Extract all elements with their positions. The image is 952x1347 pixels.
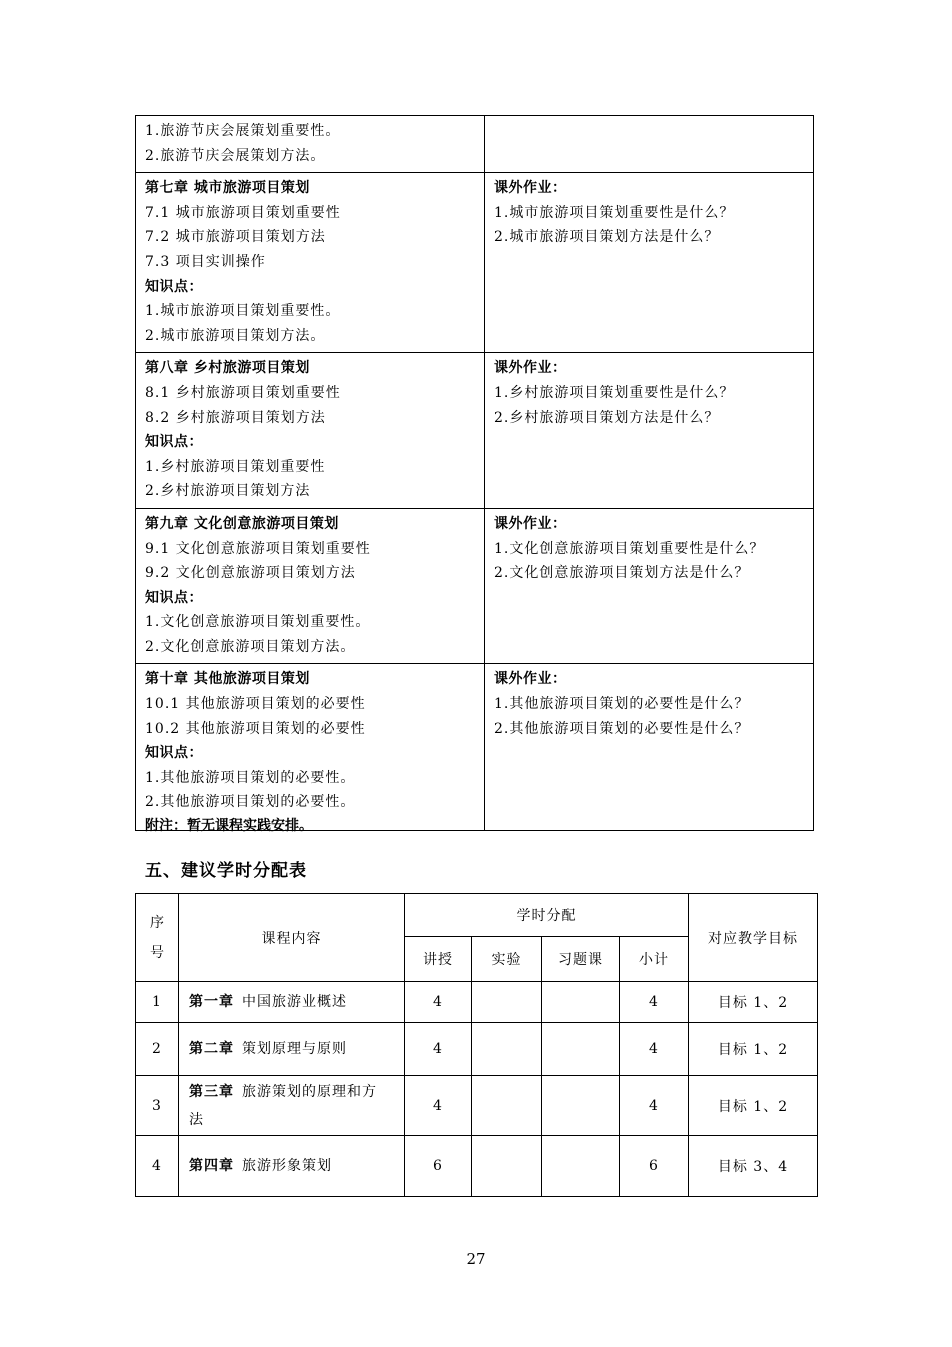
goal-cell: 目标 1、2 (689, 982, 818, 1023)
lab-cell (472, 1136, 542, 1197)
content-cell (136, 173, 485, 353)
list-item: 1.城市旅游项目策划重要性是什么？ (494, 204, 735, 221)
chapter-name: 旅游策划的原理和方法 (189, 1083, 377, 1128)
list-item: 2.城市旅游项目策划方法是什么？ (494, 229, 720, 246)
content-cell (136, 353, 485, 509)
goal-cell: 目标 3、4 (689, 1136, 818, 1197)
list-item: 2.其他旅游项目策划的必要性是什么？ (494, 720, 750, 737)
content-cell (136, 664, 485, 831)
list-item: 1.文化创意旅游项目策划重要性。 (145, 614, 371, 631)
header-alloc: 学时分配 (405, 894, 689, 937)
list-item: 9.2 文化创意旅游项目策划方法 (145, 565, 356, 582)
chapter-name: 旅游形象策划 (242, 1158, 332, 1174)
knowledge-label: 知识点： (145, 745, 203, 762)
list-item: 1.其他旅游项目策划的必要性。 (145, 769, 356, 786)
content-cell (179, 982, 405, 1023)
chapter-label: 第一章 (189, 994, 234, 1010)
list-item: 2.文化创意旅游项目策划方法。 (145, 638, 356, 655)
homework-label: 课外作业： (494, 180, 567, 197)
chapter-label: 第二章 (189, 1041, 234, 1057)
list-item: 10.2 其他旅游项目策划的必要性 (145, 720, 366, 737)
table-row (136, 508, 814, 664)
list-item: 7.1 城市旅游项目策划重要性 (145, 204, 341, 221)
lecture-cell: 6 (405, 1136, 472, 1197)
homework-cell (485, 508, 814, 664)
lecture-cell: 4 (405, 1076, 472, 1136)
page-number: 27 (466, 1250, 486, 1268)
lab-cell (472, 982, 542, 1023)
list-item: 1.乡村旅游项目策划重要性是什么？ (494, 384, 735, 401)
practice-note: 附注：暂无课程实践安排。 (145, 818, 313, 834)
homework-cell (485, 173, 814, 353)
homework-cell (485, 116, 814, 173)
exercise-cell (542, 1136, 620, 1197)
chapter-title: 第八章 乡村旅游项目策划 (145, 360, 310, 377)
list-item: 10.1 其他旅游项目策划的必要性 (145, 696, 366, 713)
header-row (136, 894, 818, 937)
list-item: 2.其他旅游项目策划的必要性。 (145, 794, 356, 811)
chapter-name: 策划原理与原则 (242, 1041, 347, 1057)
knowledge-label: 知识点： (145, 589, 203, 606)
list-item: 1.其他旅游项目策划的必要性是什么？ (494, 696, 750, 713)
list-item: 8.1 乡村旅游项目策划重要性 (145, 384, 341, 401)
knowledge-label: 知识点： (145, 278, 203, 295)
homework-cell (485, 664, 814, 831)
exercise-cell (542, 1076, 620, 1136)
list-item: 2.城市旅游项目策划方法。 (145, 327, 326, 344)
subtotal-cell: 6 (620, 1136, 689, 1197)
table-row (136, 664, 814, 831)
goal-cell: 目标 1、2 (689, 1023, 818, 1076)
section-heading: 五、建议学时分配表 (145, 861, 307, 881)
header-goal: 对应教学目标 (689, 894, 818, 982)
list-item: 2.乡村旅游项目策划方法是什么？ (494, 409, 720, 426)
lecture-cell: 4 (405, 1023, 472, 1076)
seq-cell: 2 (136, 1023, 179, 1076)
list-item: 1.乡村旅游项目策划重要性 (145, 458, 326, 475)
lecture-cell: 4 (405, 982, 472, 1023)
list-item: 8.2 乡村旅游项目策划方法 (145, 409, 326, 426)
header-subtotal: 小计 (620, 937, 689, 982)
chapter-title: 第十章 其他旅游项目策划 (145, 671, 310, 688)
exercise-cell (542, 982, 620, 1023)
list-item: 1.城市旅游项目策划重要性。 (145, 303, 341, 320)
header-exercise: 习题课 (542, 937, 620, 982)
list-item: 2.旅游节庆会展策划方法。 (145, 147, 326, 164)
homework-label: 课外作业： (494, 515, 567, 532)
table-row (136, 982, 818, 1023)
subtotal-cell: 4 (620, 1076, 689, 1136)
hours-allocation-table (135, 893, 818, 1197)
list-item: 9.1 文化创意旅游项目策划重要性 (145, 540, 371, 557)
seq-cell: 4 (136, 1136, 179, 1197)
subtotal-cell: 4 (620, 982, 689, 1023)
list-item: 7.2 城市旅游项目策划方法 (145, 229, 326, 246)
header-lecture: 讲授 (405, 937, 472, 982)
table-row (136, 1076, 818, 1136)
content-cell (179, 1076, 405, 1136)
list-item: 2.文化创意旅游项目策划方法是什么？ (494, 565, 750, 582)
seq-cell: 3 (136, 1076, 179, 1136)
goal-cell: 目标 1、2 (689, 1076, 818, 1136)
chapter-schedule-table (135, 115, 814, 831)
homework-cell (485, 353, 814, 509)
list-item: 2.乡村旅游项目策划方法 (145, 483, 311, 500)
chapter-name: 中国旅游业概述 (242, 994, 347, 1010)
list-item: 1.旅游节庆会展策划重要性。 (145, 123, 341, 139)
content-cell (179, 1023, 405, 1076)
content-cell (179, 1136, 405, 1197)
chapter-title: 第九章 文化创意旅游项目策划 (145, 515, 339, 532)
subtotal-cell: 4 (620, 1023, 689, 1076)
list-item: 7.3 项目实训操作 (145, 253, 266, 270)
header-seq: 序号 (136, 894, 179, 982)
header-lab: 实验 (472, 937, 542, 982)
header-content: 课程内容 (179, 894, 405, 982)
chapter-label: 第三章 (189, 1083, 234, 1100)
chapter-title: 第七章 城市旅游项目策划 (145, 180, 310, 197)
homework-label: 课外作业： (494, 360, 567, 377)
lab-cell (472, 1076, 542, 1136)
lab-cell (472, 1023, 542, 1076)
knowledge-label: 知识点： (145, 434, 203, 451)
table-row (136, 116, 814, 173)
exercise-cell (542, 1023, 620, 1076)
content-cell (136, 508, 485, 664)
homework-label: 课外作业： (494, 671, 567, 688)
chapter-label: 第四章 (189, 1158, 234, 1174)
content-cell (136, 116, 485, 173)
table-row (136, 1023, 818, 1076)
seq-cell: 1 (136, 982, 179, 1023)
list-item: 1.文化创意旅游项目策划重要性是什么？ (494, 540, 765, 557)
table-row (136, 353, 814, 509)
table-row (136, 1136, 818, 1197)
table-row (136, 173, 814, 353)
